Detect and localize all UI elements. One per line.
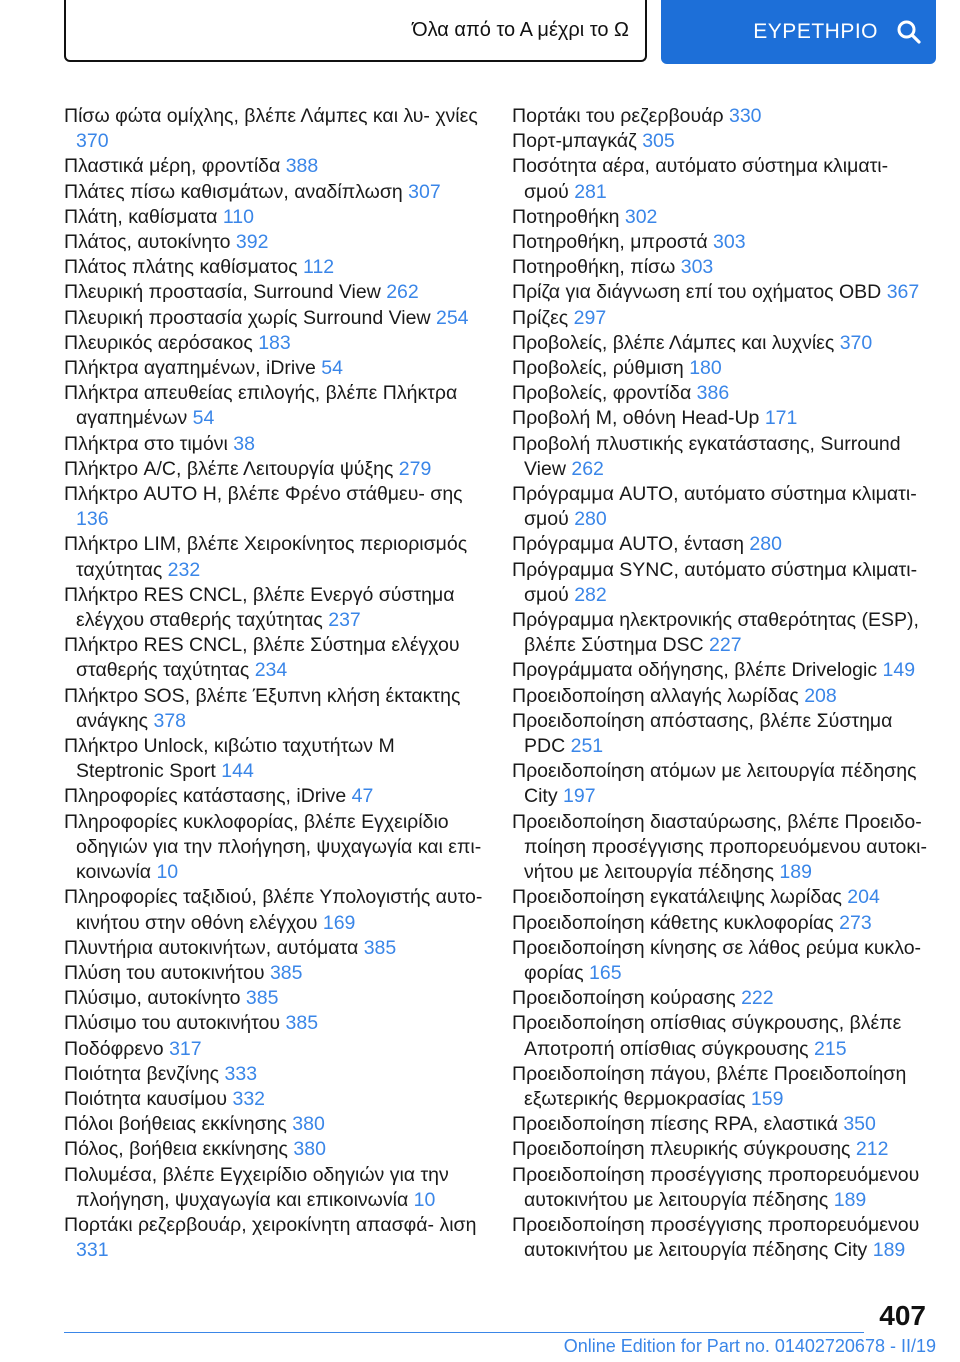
- index-entry-page-link[interactable]: 189: [833, 1188, 867, 1211]
- index-entry-page-link[interactable]: 279: [398, 457, 432, 480]
- index-entry: [64, 583, 484, 633]
- index-entry-text: Πρόγραμμα ηλεκτρονικής σταθερότητας (ESP), βλέπε Σύστημα DSC: [512, 609, 919, 657]
- index-entry: [64, 1087, 484, 1112]
- index-entry-text: Πλήκτρο LIM, βλέπε Χειροκίνητος περιορισμός ταχύτητας: [64, 533, 468, 581]
- index-entry-text: Πλήκτρο Unlock, κιβώτιο ταχυτήτων M Steptronic Sport: [64, 735, 395, 783]
- index-entry-page-link[interactable]: 254: [435, 306, 469, 329]
- index-entry-page-link[interactable]: 222: [741, 987, 774, 1010]
- index-entry: [64, 457, 484, 482]
- index-entry-text: Πολυμέσα, βλέπε Εγχειρίδιο οδηγιών για την πλοήγηση, ψυχαγωγία και επικοινωνία: [64, 1163, 449, 1211]
- index-entry-page-link[interactable]: 215: [814, 1037, 847, 1060]
- index-entry-page-link[interactable]: 281: [574, 180, 607, 203]
- index-entry: [64, 104, 484, 154]
- index-entry-text: Πρόγραμμα AUTO, αυτόματο σύστημα κλιματι‐ σμού: [512, 483, 917, 531]
- index-entry-page-link[interactable]: 370: [839, 331, 873, 354]
- index-entry-page-link[interactable]: 180: [689, 357, 722, 380]
- index-entry-page-link[interactable]: 367: [886, 281, 920, 304]
- index-entry-text: Ποτηροθήκη: [512, 205, 620, 228]
- index-entry-text: Προειδοποίηση αλλαγής λωρίδας: [512, 684, 799, 707]
- index-entry-text: Πλήκτρα στο τιμόνι: [64, 432, 228, 455]
- index-entry: [512, 230, 932, 255]
- index-entry: [512, 986, 932, 1011]
- index-entry: [64, 482, 484, 532]
- index-entry-text: Πλήκτρα αγαπημένων, iDrive: [64, 357, 316, 380]
- index-entry-text: Προειδοποίηση οπίσθιας σύγκρουσης, βλέπε Αποτροπή οπίσθιας σύγκρουσης: [512, 1012, 902, 1060]
- index-entry: [64, 280, 484, 305]
- index-entry-text: Πληροφορίες ταξιδιού, βλέπε Υπολογιστής αυτο‐ κινήτου στην οθόνη ελέγχου: [64, 886, 483, 934]
- index-entry-page-link[interactable]: 370: [76, 130, 109, 153]
- index-entry-text: Προβολείς, βλέπε Λάμπες και λυχνίες: [512, 331, 835, 354]
- index-entry: [64, 633, 484, 683]
- index-column-left: [64, 104, 484, 1263]
- index-entry-page-link[interactable]: 302: [624, 205, 658, 228]
- tab-a-to-z[interactable]: [64, 0, 647, 62]
- index-entry-page-link[interactable]: 262: [571, 457, 604, 480]
- index-entry: [512, 432, 932, 482]
- index-entry: [64, 306, 484, 331]
- index-entry-text: Πλήκτρο A/C, βλέπε Λειτουργία ψύξης: [64, 457, 394, 480]
- index-entry-text: Πλυντήρια αυτοκινήτων, αυτόματα: [64, 936, 359, 959]
- index-entry-page-link[interactable]: 385: [269, 961, 303, 984]
- index-entry: [64, 684, 484, 734]
- index-entry-text: Προειδοποίηση πλευρικής σύγκρουσης: [512, 1138, 851, 1161]
- index-entry-text: Πλαστικά μέρη, φροντίδα: [64, 155, 281, 178]
- index-entry: [512, 759, 932, 809]
- index-entry-page-link[interactable]: 317: [169, 1037, 202, 1060]
- index-entry: [512, 885, 932, 910]
- index-entry-page-link[interactable]: 388: [285, 155, 319, 178]
- index-entry-text: Πλύση του αυτοκινήτου: [64, 961, 265, 984]
- index-entry-text: Ποιότητα καυσίμου: [64, 1087, 228, 1110]
- index-entry-text: Πλευρική προστασία χωρίς Surround View: [64, 306, 431, 329]
- index-entry-text: Προβολείς, ρύθμιση: [512, 357, 684, 380]
- index-entry-text: Πλάτος πλάτης καθίσματος: [64, 256, 298, 279]
- index-entry: [512, 255, 932, 280]
- index-entry-page-link[interactable]: 332: [232, 1087, 266, 1110]
- index-entry-text: Προειδοποίηση πίεσης RPA, ελαστικά: [512, 1113, 838, 1136]
- index-entry: [512, 104, 932, 129]
- index-entry: [512, 1062, 932, 1112]
- index-entry-text: Πορτάκι του ρεζερβουάρ: [512, 105, 724, 127]
- index-entry-page-link[interactable]: 136: [76, 508, 109, 531]
- index-entry-page-link[interactable]: 237: [328, 609, 361, 632]
- index-entry: [64, 381, 484, 431]
- page-number: 407: [879, 1300, 926, 1331]
- index-entry-text: Πρίζα για διάγνωση επί του οχήματος OBD: [512, 281, 882, 304]
- index-entry-text: Προβολείς, φροντίδα: [512, 382, 692, 405]
- index-entry-text: Ποδόφρενο: [64, 1037, 164, 1060]
- index-entry-text: Προγράμματα οδήγησης, βλέπε Drivelogic: [512, 659, 878, 682]
- index-entry: [512, 406, 932, 431]
- index-entry-page-link[interactable]: 149: [882, 659, 916, 682]
- index-entry-page-link[interactable]: 10: [413, 1188, 436, 1211]
- index-entry-text: Πορτάκι ρεζερβουάρ, χειροκίνητη απασφά‐ λιση: [64, 1213, 477, 1236]
- footer-edition: Online Edition for Part no. 01402720678 - II/19: [563, 1336, 936, 1356]
- index-entry: [64, 936, 484, 961]
- index-entry-text: Προειδοποίηση κούρασης: [512, 987, 736, 1010]
- index-entry: [64, 1062, 484, 1087]
- index-entry-page-link[interactable]: 307: [408, 180, 441, 203]
- index-entry-text: Πλάτες πίσω καθισμάτων, αναδίπλωση: [64, 180, 403, 203]
- index-entry-text: Πόλοι βοήθειας εκκίνησης: [64, 1113, 287, 1136]
- index-entry-page-link[interactable]: 234: [254, 659, 288, 682]
- index-entry-page-link[interactable]: 165: [589, 961, 622, 984]
- index-entry-text: Προειδοποίηση ατόμων με λειτουργία πέδησης City: [512, 760, 917, 808]
- index-entry-page-link[interactable]: 159: [750, 1087, 784, 1110]
- index-entry-page-link[interactable]: 171: [764, 407, 798, 430]
- index-entry-page-link[interactable]: 251: [570, 735, 604, 758]
- index-entry: [64, 1011, 484, 1036]
- index-entry: [512, 936, 932, 986]
- index-entry-page-link[interactable]: 305: [642, 130, 675, 153]
- index-entry-text: Προβολή M, οθόνη Head-Up: [512, 407, 760, 430]
- index-entry: [64, 356, 484, 381]
- index-entry-text: Προειδοποίηση εγκατάλειψης λωρίδας: [512, 886, 842, 909]
- index-entry-page-link[interactable]: 273: [839, 911, 872, 934]
- index-entry-page-link[interactable]: 385: [363, 936, 397, 959]
- search-icon[interactable]: [896, 19, 922, 45]
- index-entry-text: Ποιότητα βενζίνης: [64, 1062, 220, 1085]
- tab-index-label: ΕΥΡΕΤΗΡΙΟ: [753, 20, 878, 43]
- index-entry-page-link[interactable]: 280: [749, 533, 782, 556]
- index-entry: [64, 432, 484, 457]
- index-entry-page-link[interactable]: 380: [292, 1113, 325, 1136]
- index-entry: [512, 810, 932, 886]
- index-entry-page-link[interactable]: 38: [233, 432, 255, 455]
- index-entry-page-link[interactable]: 330: [728, 105, 762, 127]
- index-entry-text: Προβολή πλυστικής εγκατάστασης, Surround View: [512, 432, 901, 480]
- index-entry-page-link[interactable]: 386: [696, 382, 730, 405]
- index-entry: [512, 608, 932, 658]
- index-entry: [64, 154, 484, 179]
- index-entry-text: Πλήκτρα απευθείας επιλογής, βλέπε Πλήκτρα αγαπημένων: [64, 382, 458, 430]
- index-entry-page-link[interactable]: 144: [221, 760, 254, 783]
- index-entry-text: Ποτηροθήκη, μπροστά: [512, 231, 708, 254]
- index-entry-text: Ποσότητα αέρα, αυτόματο σύστημα κλιματι‐ σμού: [512, 155, 889, 203]
- index-entry: [64, 1112, 484, 1137]
- index-entry-text: Πληροφορίες κυκλοφορίας, βλέπε Εγχειρίδιο οδηγιών για την πλοήγηση, ψυχαγωγία και επι‐ κοινωνία: [64, 810, 482, 884]
- index-entry-text: Πίσω φώτα ομίχλης, βλέπε Λάμπες και λυ‐ χνίες: [64, 105, 478, 127]
- index-entry: [512, 558, 932, 608]
- index-entry-text: Προειδοποίηση κίνησης σε λάθος ρεύμα κυκλο‐ φορίας: [512, 936, 922, 984]
- index-entry-page-link[interactable]: 189: [779, 861, 812, 884]
- index-entry: [64, 810, 484, 886]
- index-entry-page-link[interactable]: 54: [192, 407, 215, 430]
- index-entry-page-link[interactable]: 280: [574, 508, 607, 531]
- index-entry-page-link[interactable]: 297: [573, 306, 607, 329]
- index-entry: [64, 230, 484, 255]
- index-entry-text: Πλύσιμο, αυτοκίνητο: [64, 987, 241, 1010]
- index-entry-page-link[interactable]: 208: [804, 684, 837, 707]
- index-entry-page-link[interactable]: 350: [843, 1113, 876, 1136]
- index-entry-page-link[interactable]: 10: [156, 861, 179, 884]
- index-entry: [512, 709, 932, 759]
- index-entry-page-link[interactable]: 47: [351, 785, 374, 808]
- index-entry: [64, 255, 484, 280]
- index-entry-page-link[interactable]: 331: [76, 1239, 109, 1262]
- index-entry: [512, 280, 932, 305]
- index-entry: [64, 885, 484, 935]
- index-entry-page-link[interactable]: 54: [321, 357, 343, 380]
- index-entry-page-link[interactable]: 189: [872, 1239, 906, 1262]
- index-entry-text: Πληροφορίες κατάστασης, iDrive: [64, 785, 347, 808]
- index-entry-text: Πλήκτρο RES CNCL, βλέπε Σύστημα ελέγχου σταθερής ταχύτητας: [64, 634, 460, 682]
- index-entry-text: Πλύσιμο του αυτοκινήτου: [64, 1012, 281, 1035]
- index-entry: [512, 129, 932, 154]
- index-entry-text: Προειδοποίηση πάγου, βλέπε Προειδοποίηση εξωτερικής θερμοκρασίας: [512, 1062, 907, 1110]
- index-entry-text: Πρόγραμμα AUTO, ένταση: [512, 533, 744, 556]
- index-entry-page-link[interactable]: 112: [303, 256, 335, 279]
- index-entry: [512, 381, 932, 406]
- index-entry-text: Προειδοποίηση κάθετης κυκλοφορίας: [512, 911, 834, 934]
- index-entry-page-link[interactable]: 385: [285, 1012, 319, 1035]
- index-entry-text: Πρόγραμμα SYNC, αυτόματο σύστημα κλιματι‐ σμού: [512, 558, 918, 606]
- index-entry: [512, 154, 932, 204]
- index-entry-page-link[interactable]: 303: [713, 231, 746, 254]
- index-entry-text: Πόλος, βοήθεια εκκίνησης: [64, 1138, 288, 1161]
- index-entry: [64, 1163, 484, 1213]
- index-entry: [512, 684, 932, 709]
- index-entry: [64, 986, 484, 1011]
- index-entry: [512, 1163, 932, 1213]
- index-entry-page-link[interactable]: 380: [293, 1138, 326, 1161]
- index-entry: [512, 1213, 932, 1263]
- index-entry-text: Πορτ-μπαγκάζ: [512, 130, 637, 153]
- footer-divider: [64, 1332, 864, 1333]
- index-entry-text: Πλήκτρο AUTO H, βλέπε Φρένο στάθμευ‐ σης: [64, 483, 463, 506]
- index-entry-page-link[interactable]: 303: [680, 256, 714, 279]
- index-entry-page-link[interactable]: 169: [322, 911, 356, 934]
- index-entry-page-link[interactable]: 197: [563, 785, 596, 808]
- index-entry: [512, 1011, 932, 1061]
- index-entry: [64, 331, 484, 356]
- index-entry: [64, 961, 484, 986]
- index-entry-page-link[interactable]: 110: [222, 205, 254, 228]
- index-entry: [64, 734, 484, 784]
- index-entry: [64, 180, 484, 205]
- index-column-right: [512, 104, 932, 1263]
- index-entry-text: Προειδοποίηση προσέγγισης προπορευόμενου αυτοκινήτου με λειτουργία πέδησης City: [512, 1213, 920, 1262]
- index-entry-text: Προειδοποίηση προσέγγισης προπορευόμενου αυτοκινήτου με λειτουργία πέδησης: [512, 1163, 920, 1211]
- index-entry: [64, 1137, 484, 1162]
- tab-a-to-z-label: Όλα από το Α μέχρι το Ω: [412, 18, 629, 41]
- index-entry: [512, 911, 932, 936]
- index-entry: [64, 205, 484, 230]
- index-entry-text: Πρίζες: [512, 306, 569, 329]
- index-entry-text: Πλήκτρο SOS, βλέπε Έξυπνη κλήση έκτακτης ανάγκης: [64, 684, 461, 732]
- index-entry: [512, 532, 932, 557]
- index-entry-page-link[interactable]: 333: [224, 1062, 258, 1085]
- index-entry: [64, 532, 484, 582]
- index-entry-page-link[interactable]: 262: [386, 281, 419, 304]
- index-entry-page-link[interactable]: 212: [855, 1138, 889, 1161]
- index-entry: [64, 1213, 484, 1263]
- index-entry-page-link[interactable]: 183: [258, 331, 291, 354]
- index-entry: [64, 784, 484, 809]
- index-entry-text: Πλήκτρο RES CNCL, βλέπε Ενεργό σύστημα ελέγχου σταθερής ταχύτητας: [64, 583, 455, 632]
- index-entry: [512, 205, 932, 230]
- index-entry-text: Πλευρική προστασία, Surround View: [64, 281, 381, 304]
- index-entry-page-link[interactable]: 232: [167, 558, 201, 581]
- index-entry-text: Ποτηροθήκη, πίσω: [512, 256, 676, 279]
- index-entry: [512, 1112, 932, 1137]
- index-entry-page-link[interactable]: 282: [574, 583, 607, 606]
- index-entry: [512, 306, 932, 331]
- index-entry-text: Πλευρικός αερόσακος: [64, 331, 253, 354]
- index-entry-text: Προειδοποίηση διασταύρωσης, βλέπε Προειδο‐ ποίηση προσέγγισης προπορευόμενου αυτοκι‐ νήτου με λειτουργία πέδησης: [512, 810, 927, 884]
- index-entry-page-link[interactable]: 385: [245, 987, 279, 1010]
- index-entry-text: Πλάτος, αυτοκίνητο: [64, 231, 231, 254]
- index-entry-page-link[interactable]: 204: [847, 886, 880, 909]
- index-entry: [512, 658, 932, 683]
- index-entry: [512, 331, 932, 356]
- tab-index[interactable]: [661, 0, 936, 64]
- index-entry-text: Πλάτη, καθίσματα: [64, 205, 218, 228]
- index-entry-page-link[interactable]: 227: [709, 634, 742, 657]
- index-entry: [512, 356, 932, 381]
- index-entry: [512, 482, 932, 532]
- index-entry: [64, 1037, 484, 1062]
- index-entry-page-link[interactable]: 378: [153, 709, 187, 732]
- index-entry-text: Προειδοποίηση απόστασης, βλέπε Σύστημα PDC: [512, 709, 893, 758]
- index-entry: [512, 1137, 932, 1162]
- index-entry-page-link[interactable]: 392: [235, 231, 269, 254]
